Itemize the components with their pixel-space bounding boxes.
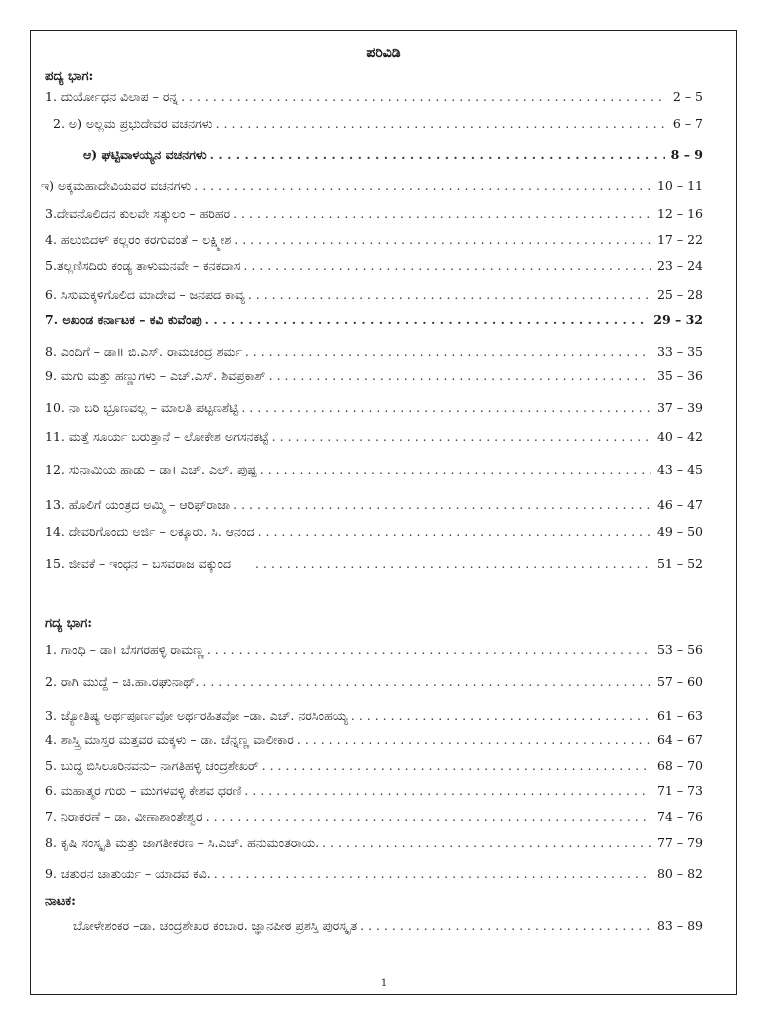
toc-title: 7. ನಿರಾಕರಣೆ – ಡಾ. ವೀಣಾಶಾಂತೇಶ್ವರ: [45, 809, 203, 824]
leader-dots: [322, 835, 651, 850]
toc-title: 9. ಚತುರನ ಚಾತುರ್ಯ – ಯಾದವ ಕವಿ.: [45, 866, 211, 881]
toc-row[interactable]: [45, 524, 703, 542]
leader-dots: [272, 429, 651, 444]
toc-row[interactable]: [45, 344, 703, 362]
toc-pages: 43 – 45: [656, 462, 703, 477]
toc-pages: 83 – 89: [656, 918, 703, 933]
toc-title: 6. ಸಿಸುಮಕ್ಕಳಿಗೊಲಿದ ಮಾದೇವ – ಜನಪದ ಕಾವ್ಯ: [45, 287, 245, 302]
toc-row[interactable]: [45, 232, 703, 250]
toc-row[interactable]: [45, 674, 703, 692]
leader-dots: [214, 866, 651, 881]
toc-pages: 77 – 79: [656, 835, 703, 850]
toc-title: 8. ಎಂದಿಗೆ – ಡಾ॥ ಬಿ.ಎಸ್. ರಾಮಚಂದ್ರ ಶರ್ಮ: [45, 344, 242, 359]
toc-pages: 37 – 39: [656, 400, 703, 415]
toc-pages: 46 – 47: [656, 497, 703, 512]
toc-title: ಬೋಳೇಶಂಕರ –ಡಾ. ಚಂದ್ರಶೇಖರ ಕಂಬಾರ. ಜ್ಞಾನಪೀಠ ಪ್ರಶಸ್ತಿ ಪುರಸ್ಕೃತ: [73, 918, 358, 933]
toc-title: 13. ಹೊಲಿಗೆ ಯಂತ್ರದ ಅಮ್ಮಿ – ಆರಿಫ್‌ರಾಜಾ: [45, 497, 231, 512]
leader-dots: [248, 287, 651, 302]
toc-row[interactable]: [45, 866, 703, 884]
toc-title: 15. ಜೀವಕೆ – ಇಂಧನ – ಬಸವರಾಜ ವಕ್ಕುಂದ: [45, 556, 232, 571]
toc-pages: 80 – 82: [656, 866, 703, 881]
toc-pages: 53 – 56: [656, 642, 703, 657]
toc-pages: 64 – 67: [656, 732, 703, 747]
toc-title: 12. ಸುನಾಮಿಯ ಹಾಡು – ಡಾ। ಎಚ್. ಎಲ್. ಪುಷ್ಪ: [45, 462, 257, 477]
toc-title: 2. ರಾಗಿ ಮುದ್ದೆ – ಚಿ.ಹಾ.ರಘುನಾಥ್.: [45, 674, 200, 689]
toc-title: 4. ಹಲುಬಿದಳ್ ಕಲ್ಲರಂ ಕರಗುವಂತೆ – ಲಕ್ಷ್ಮೀಶ: [45, 232, 232, 247]
toc-row[interactable]: [45, 147, 703, 165]
page-frame: [30, 30, 737, 995]
leader-dots: [194, 178, 651, 193]
toc-title: 11. ಮತ್ತೆ ಸೂರ್ಯ ಬರುತ್ತಾನೆ – ಲೋಕೇಶ ಅಗಸನಕಟ್ಟೆ: [45, 429, 269, 444]
toc-row[interactable]: [45, 918, 703, 936]
toc-pages: 35 – 36: [656, 368, 703, 383]
toc-title: 5.ತಲ್ಲಣಿಸದಿರು ಕಂಡ್ಯ ತಾಳುಮನವೇ – ಕನಕದಾಸ: [45, 258, 241, 273]
section-heading-padya: ಪದ್ಯ ಭಾಗ:: [45, 69, 94, 84]
toc-title: 3. ಜ್ಯೋತಿಷ್ಯ ಅರ್ಥಪೂರ್ಣವೋ ಅರ್ಥರಹಿತವೋ –ಡಾ. ಎಚ್. ನರಸಿಂಹಯ್ಯ: [45, 708, 348, 723]
toc-title: 7. ಅಖಂಡ ಕರ್ನಾಟಕ – ಕವಿ ಕುವೆಂಪು: [45, 312, 202, 327]
page-number: 1: [380, 978, 388, 989]
toc-row[interactable]: [45, 287, 703, 305]
leader-dots: [234, 232, 651, 247]
toc-pages: 33 – 35: [656, 344, 703, 359]
leader-dots: [233, 206, 651, 221]
toc-pages: 49 – 50: [656, 524, 703, 539]
toc-pages: 51 – 52: [656, 556, 703, 571]
toc-pages: 23 – 24: [656, 258, 703, 273]
leader-dots: [202, 674, 651, 689]
toc-title: 4. ಶಾಸ್ತ್ರಿ ಮಾಸ್ತರ ಮತ್ತವರ ಮಕ್ಕಳು – ಡಾ. ಚೆನ್ನಣ್ಣ ವಾಲೀಕಾರ: [45, 732, 294, 747]
leader-dots: [262, 758, 651, 773]
toc-row[interactable]: [45, 708, 703, 726]
toc-pages: 2 – 5: [672, 89, 703, 104]
toc-title: 9. ಮಗು ಮತ್ತು ಹಣ್ಣುಗಳು – ಎಚ್.ಎಸ್. ಶಿವಪ್ರಕಾಶ್: [45, 368, 266, 383]
section-heading-gadya: ಗದ್ಯ ಭಾಗ:: [45, 616, 93, 631]
leader-dots: [260, 462, 651, 477]
leader-dots: [207, 642, 651, 657]
leader-dots: [255, 556, 651, 571]
toc-row[interactable]: [45, 206, 703, 224]
leader-dots: [216, 116, 667, 131]
leader-dots: [360, 918, 651, 933]
leader-dots: [297, 732, 651, 747]
leader-dots: [258, 524, 651, 539]
toc-row[interactable]: [45, 368, 703, 386]
leader-dots: [210, 147, 665, 162]
toc-row[interactable]: [45, 258, 703, 276]
toc-row[interactable]: [45, 556, 703, 574]
toc-title: 2. ಅ) ಅಲ್ಲಮ ಪ್ರಭುದೇವರ ವಚನಗಳು: [53, 116, 213, 131]
toc-row[interactable]: [45, 835, 703, 853]
toc-title: ಆ) ಘಟ್ಟಿವಾಳಯ್ಯನ ವಚನಗಳು: [83, 147, 207, 162]
toc-pages: 71 – 73: [656, 783, 703, 798]
toc-row[interactable]: [45, 642, 703, 660]
leader-dots: [205, 312, 648, 327]
section-heading-nataka: ನಾಟಕ:: [45, 894, 76, 909]
toc-pages: 12 – 16: [656, 206, 703, 221]
page-title: ಪರಿವಿಡಿ: [366, 45, 401, 61]
toc-pages: 68 – 70: [656, 758, 703, 773]
leader-dots: [245, 344, 651, 359]
leader-dots: [244, 783, 651, 798]
toc-row[interactable]: [41, 178, 703, 196]
toc-row[interactable]: [45, 732, 703, 750]
toc-row[interactable]: [45, 89, 703, 107]
toc-row[interactable]: [45, 783, 703, 801]
toc-row[interactable]: [45, 400, 703, 418]
toc-row[interactable]: [45, 116, 703, 134]
leader-dots: [269, 368, 651, 383]
leader-dots: [233, 497, 651, 512]
toc-pages: 57 – 60: [656, 674, 703, 689]
toc-pages: 40 – 42: [656, 429, 703, 444]
toc-row[interactable]: [45, 497, 703, 515]
toc-title: 3.ದೇವನೊಲಿದನ ಕುಲವೇ ಸತ್ಕುಲಂ – ಹರಿಹರ: [45, 206, 231, 221]
toc-title: 1. ದುರ್ಯೋಧನ ವಿಲಾಪ – ರನ್ನ: [45, 89, 179, 104]
toc-title: 14. ದೇವರಿಗೊಂದು ಅರ್ಜಿ – ಲಕ್ಕೂರು. ಸಿ. ಆನಂದ: [45, 524, 255, 539]
leader-dots: [181, 89, 667, 104]
toc-title: 5. ಬುದ್ಧ ಬಿಸಿಲೂರಿನವನು– ನಾಗತಿಹಳ್ಳಿ ಚಂದ್ರಶೇಖರ್: [45, 758, 259, 773]
toc-pages: 6 – 7: [672, 116, 703, 131]
toc-title: 8. ಕೃಷಿ ಸಂಸ್ಕೃತಿ ಮತ್ತು ಜಾಗತೀಕರಣ – ಸಿ.ಎಚ್. ಹನುಮಂತರಾಯ.: [45, 835, 320, 850]
leader-dots: [241, 400, 651, 415]
toc-row[interactable]: [45, 809, 703, 827]
toc-pages: 17 – 22: [656, 232, 703, 247]
toc-pages: 10 – 11: [656, 178, 703, 193]
toc-title: 6. ಮಹಾತ್ಮರ ಗುರು – ಮುಗಳವಳ್ಳಿ ಕೇಶವ ಧರಣಿ: [45, 783, 242, 798]
toc-pages: 25 – 28: [656, 287, 703, 302]
toc-row[interactable]: [45, 429, 703, 447]
toc-row[interactable]: [45, 462, 703, 480]
toc-row[interactable]: [45, 758, 703, 776]
toc-pages: 74 – 76: [656, 809, 703, 824]
toc-pages: 61 – 63: [656, 708, 703, 723]
leader-dots: [206, 809, 651, 824]
toc-pages: 29 – 32: [653, 312, 703, 327]
toc-title: 10. ನಾ ಬರಿ ಭ್ರೂಣವಲ್ಲ – ಮಾಲತಿ ಪಟ್ಟಣಶೆಟ್ಟಿ: [45, 400, 239, 415]
toc-title: 1. ಗಾಂಧಿ – ಡಾ। ಬೆಸಗರಹಳ್ಳಿ ರಾಮಣ್ಣ: [45, 642, 204, 657]
toc-row[interactable]: [45, 312, 703, 330]
toc-pages: 8 – 9: [670, 147, 703, 162]
leader-dots: [243, 258, 651, 273]
toc-title: ಇ) ಅಕ್ಕಮಹಾದೇವಿಯವರ ವಚನಗಳು: [41, 178, 192, 193]
leader-dots: [351, 708, 651, 723]
